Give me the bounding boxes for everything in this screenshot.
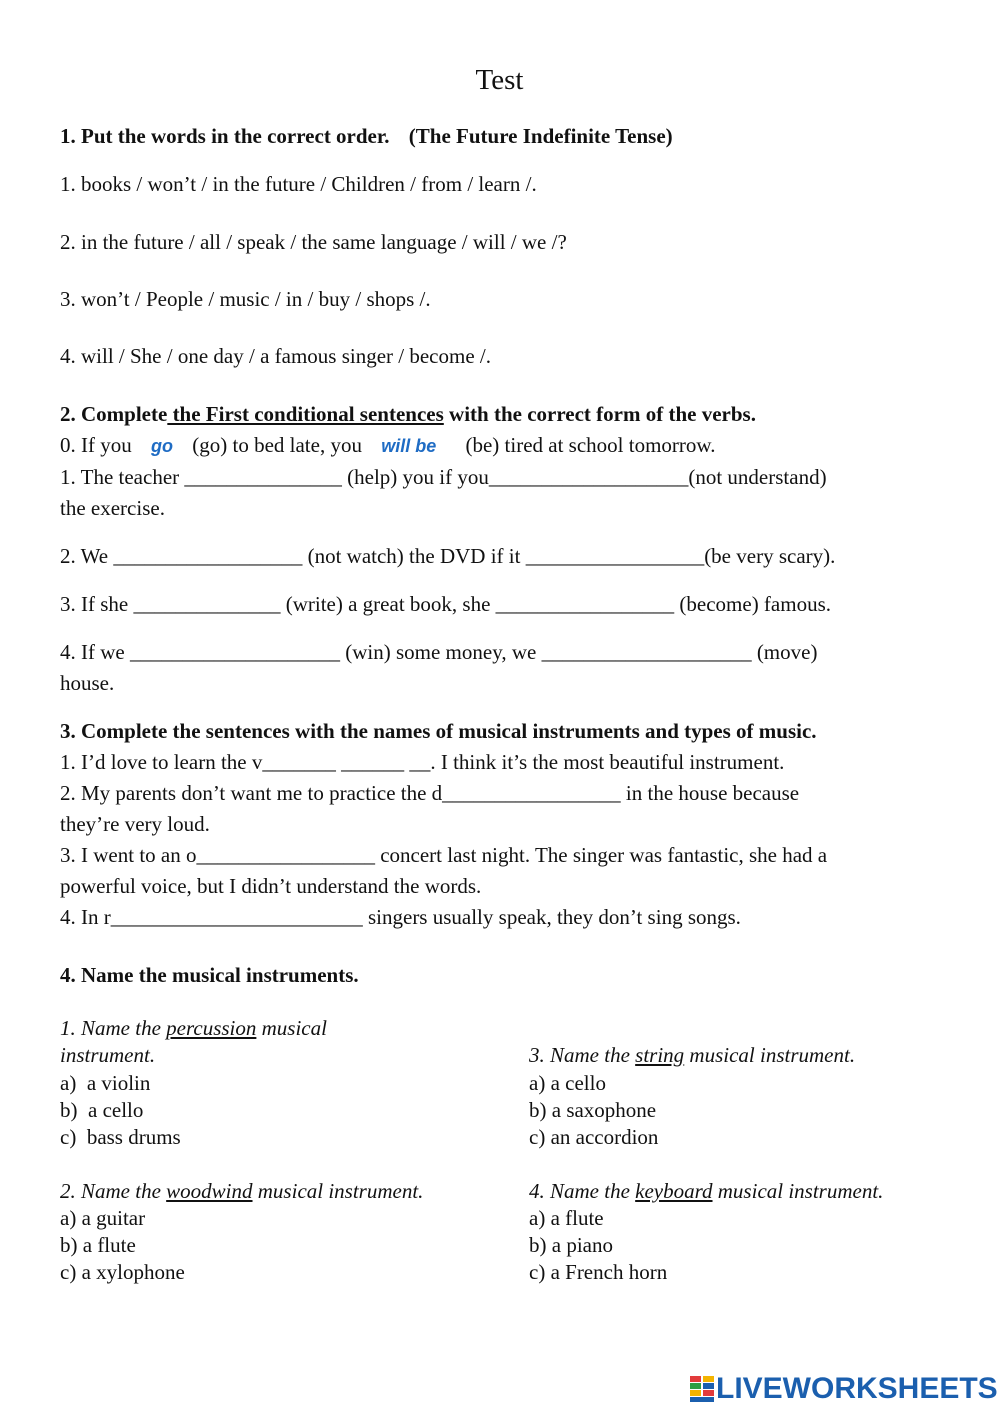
s4-q1-option-c[interactable]: c) bass drums — [60, 1125, 181, 1149]
s4-q4-prompt — [529, 1179, 883, 1204]
s3-line-1: 1. I’d love to learn the v_______ ______ __. I think it’s the most beautiful instrument. — [60, 750, 785, 774]
s1-item-4: 4. will / She / one day / a famous singer / become /. — [60, 344, 491, 368]
liveworksheets-logo-text: LIVEWORKSHEETS — [716, 1372, 998, 1405]
s2-q2: 2. We __________________ (not watch) the DVD if it _________________(be very scary). — [60, 544, 836, 568]
liveworksheets-logo-icon — [690, 1376, 714, 1402]
s2-example-part3: (be) tired at school tomorrow. — [465, 433, 716, 457]
section-2-heading-post: with the correct form of the verbs. — [443, 402, 756, 426]
s4-q4-post: musical instrument. — [712, 1179, 884, 1203]
s1-item-3: 3. won’t / People / music / in / buy / shops /. — [60, 287, 431, 311]
page-title: Test — [475, 64, 524, 96]
s3-line-3: they’re very loud. — [60, 812, 210, 836]
s2-q1-line1: 1. The teacher _______________ (help) you if you___________________(not understand) — [60, 465, 827, 489]
s4-q2-prompt — [60, 1179, 423, 1204]
s3-line-6: 4. In r________________________ singers usually speak, they don’t sing songs. — [60, 905, 741, 929]
s4-q3-post: musical instrument. — [684, 1043, 856, 1067]
s4-q1-option-a[interactable]: a) a violin — [60, 1071, 151, 1095]
s4-q3-prompt — [529, 1043, 855, 1068]
s4-q1-pre: 1. Name the — [60, 1016, 167, 1040]
s2-q1-line2: the exercise. — [60, 496, 165, 520]
s4-q3-option-b[interactable]: b) a saxophone — [529, 1098, 657, 1122]
s4-q4-option-c[interactable]: c) a French horn — [529, 1260, 668, 1284]
s1-item-1: 1. books / won’t / in the future / Children / from / learn /. — [60, 172, 537, 196]
s1-item-2: 2. in the future / all / speak / the same language / will / we /? — [60, 230, 567, 254]
s4-q2-option-a[interactable]: a) a guitar — [60, 1206, 146, 1230]
section-2-heading-pre: 2. Complete — [60, 402, 168, 426]
s4-q2-pre: 2. Name the — [60, 1179, 167, 1203]
s2-q4-line1: 4. If we ____________________ (win) some money, we ____________________ (move) — [60, 640, 818, 664]
s4-q3-option-a[interactable]: a) a cello — [529, 1071, 606, 1095]
s2-q3: 3. If she ______________ (write) a great book, she _________________ (become) famous. — [60, 592, 832, 616]
s4-q2-post: musical instrument. — [252, 1179, 424, 1203]
s4-q3-pre: 3. Name the — [529, 1043, 636, 1067]
section-2-heading-keyword: the First conditional sentences — [167, 402, 444, 426]
s4-q3-option-c[interactable]: c) an accordion — [529, 1125, 659, 1149]
s3-line-5: powerful voice, but I didn’t understand the words. — [60, 874, 482, 898]
s4-q4-keyword: keyboard — [635, 1179, 713, 1203]
s4-q1-option-b[interactable]: b) a cello — [60, 1098, 144, 1122]
s4-q4-pre: 4. Name the — [529, 1179, 636, 1203]
section-4-heading: 4. Name the musical instruments. — [60, 963, 359, 987]
s2-q4-line2: house. — [60, 671, 115, 695]
s4-q1-keyword: percussion — [166, 1016, 257, 1040]
s4-q1-post: musical — [256, 1016, 327, 1040]
s2-example-part2: (go) to bed late, you — [192, 433, 362, 457]
s4-q2-option-c[interactable]: c) a xylophone — [60, 1260, 185, 1284]
section-3-heading: 3. Complete the sentences with the names of musical instruments and types of music. — [60, 719, 817, 743]
s3-line-2: 2. My parents don’t want me to practice the d_________________ in the house because — [60, 781, 800, 805]
s4-q1-prompt-line2: instrument. — [60, 1043, 156, 1067]
section-1-subtitle: (The Future Indefinite Tense) — [408, 124, 673, 148]
s4-q2-option-b[interactable]: b) a flute — [60, 1233, 136, 1257]
s3-line-4: 3. I went to an o_________________ concert last night. The singer was fantastic, she had a — [60, 843, 828, 867]
section-1-heading — [60, 124, 673, 149]
s4-q4-option-b[interactable]: b) a piano — [529, 1233, 613, 1257]
s2-example — [60, 433, 715, 458]
liveworksheets-logo — [690, 1374, 998, 1404]
answer-go[interactable]: go — [151, 436, 173, 456]
s2-example-part1: 0. If you — [60, 433, 132, 457]
section-2-heading — [60, 402, 756, 427]
answer-will-be[interactable]: will be — [381, 436, 437, 456]
s4-q4-option-a[interactable]: a) a flute — [529, 1206, 604, 1230]
s4-q3-keyword: string — [635, 1043, 685, 1067]
s4-q1-prompt — [60, 1016, 327, 1041]
section-1-title: 1. Put the words in the correct order. — [60, 124, 390, 148]
s4-q2-keyword: woodwind — [166, 1179, 253, 1203]
